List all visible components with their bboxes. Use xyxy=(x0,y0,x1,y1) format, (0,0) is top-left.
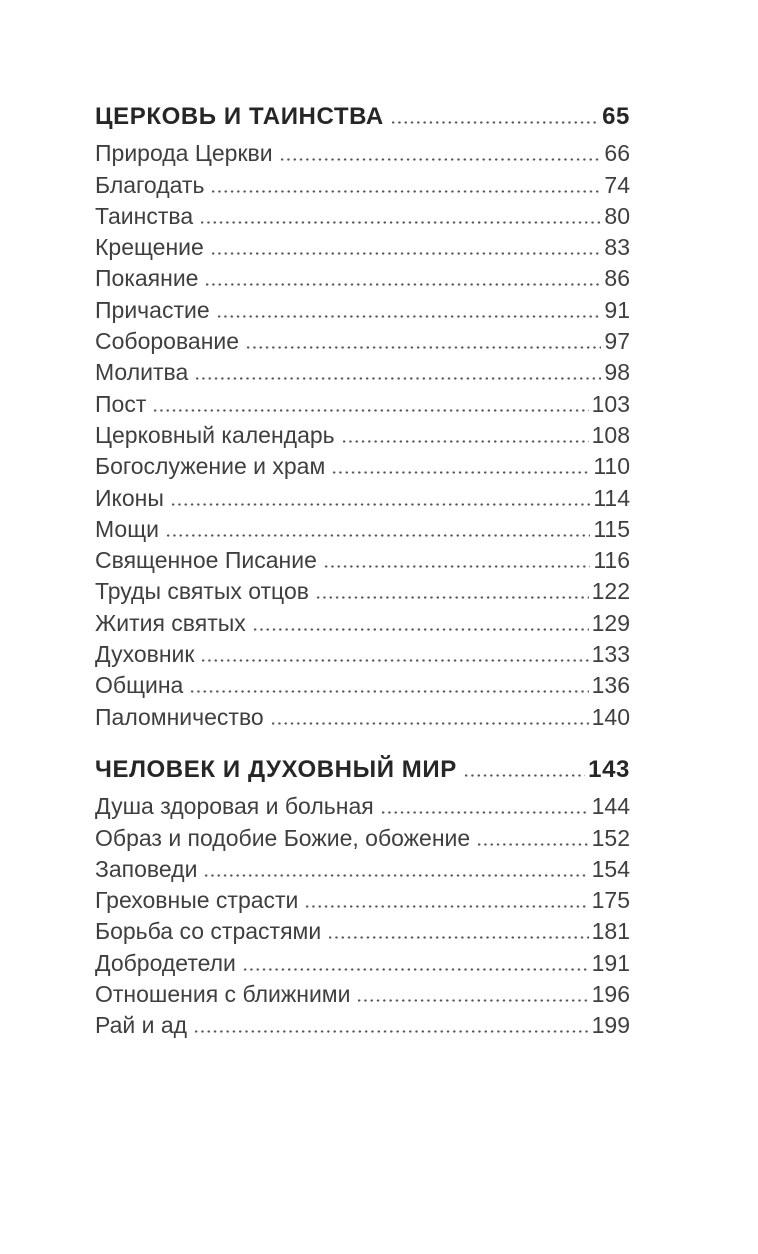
entry-title: Крещение xyxy=(95,234,204,261)
entry-title: Природа Церкви xyxy=(95,140,273,167)
entry-title: Богослужение и храм xyxy=(95,453,326,480)
dot-leader xyxy=(245,346,601,349)
entry-title: Заповеди xyxy=(95,855,198,882)
entry-page-number: 136 xyxy=(591,672,630,699)
toc-entry-row[interactable] xyxy=(95,1010,630,1041)
dot-leader xyxy=(216,315,602,318)
toc-entry-row[interactable] xyxy=(95,514,630,545)
toc-entry-row[interactable] xyxy=(95,545,630,576)
entry-page-number: 133 xyxy=(591,641,630,668)
entry-title: Церковный календарь xyxy=(95,421,335,448)
entry-title: Труды святых отцов xyxy=(95,578,309,605)
toc-entry-row[interactable] xyxy=(95,326,630,357)
entry-page-number: 144 xyxy=(591,793,630,820)
entry-title: Жития святых xyxy=(95,609,246,636)
entry-title: Рай и ад xyxy=(95,1012,188,1039)
section-entries xyxy=(95,791,630,1041)
entry-title: Благодать xyxy=(95,171,205,198)
toc-entry-row[interactable] xyxy=(95,295,630,326)
toc-entry-row[interactable] xyxy=(95,451,630,482)
entry-page-number: 116 xyxy=(593,547,630,574)
dot-leader xyxy=(194,377,601,380)
toc-entry-row[interactable] xyxy=(95,885,630,916)
dot-leader xyxy=(323,565,590,568)
toc-entry-row[interactable] xyxy=(95,639,630,670)
entry-page-number: 115 xyxy=(593,515,630,542)
dot-leader xyxy=(204,283,601,286)
toc-entry-row[interactable] xyxy=(95,138,630,169)
section-entries xyxy=(95,138,630,733)
section-page-number: 143 xyxy=(588,755,630,783)
toc-section-header-row[interactable] xyxy=(95,101,630,132)
section-title: ЦЕРКОВЬ И ТАИНСТВА xyxy=(95,103,384,130)
toc-entry-row[interactable] xyxy=(95,576,630,607)
dot-leader xyxy=(203,874,588,877)
entry-page-number: 97 xyxy=(604,328,630,355)
dot-leader xyxy=(331,471,590,474)
dot-leader xyxy=(279,158,602,161)
toc-entry-row[interactable] xyxy=(95,916,630,947)
dot-leader xyxy=(390,121,599,124)
dot-leader xyxy=(356,999,588,1002)
entry-page-number: 66 xyxy=(604,140,630,167)
entry-page-number: 86 xyxy=(604,265,630,292)
toc-entry-row[interactable] xyxy=(95,702,630,733)
dot-leader xyxy=(200,659,588,662)
entry-page-number: 196 xyxy=(591,981,630,1008)
entry-page-number: 110 xyxy=(593,453,630,480)
entry-title: Паломничество xyxy=(95,703,264,730)
entry-title: Соборование xyxy=(95,328,240,355)
entry-title: Пост xyxy=(95,390,147,417)
entry-title: Покаяние xyxy=(95,265,199,292)
dot-leader xyxy=(341,440,589,443)
entry-title: Образ и подобие Божие, обожение xyxy=(95,824,471,851)
toc-section xyxy=(95,754,630,1042)
entry-page-number: 191 xyxy=(591,949,630,976)
dot-leader xyxy=(152,409,588,412)
toc-section-header-row[interactable] xyxy=(95,754,630,785)
dot-leader xyxy=(380,811,589,814)
dot-leader xyxy=(463,774,585,777)
entry-page-number: 122 xyxy=(591,578,630,605)
toc-entry-row[interactable] xyxy=(95,263,630,294)
entry-page-number: 91 xyxy=(604,296,630,323)
entry-page-number: 103 xyxy=(591,390,630,417)
entry-title: Борьба со страстями xyxy=(95,918,322,945)
entry-page-number: 199 xyxy=(591,1012,630,1039)
dot-leader xyxy=(242,968,589,971)
toc-entry-row[interactable] xyxy=(95,232,630,263)
toc-entry-row[interactable] xyxy=(95,791,630,822)
dot-leader xyxy=(189,690,588,693)
section-page-number: 65 xyxy=(602,103,630,130)
toc-entry-row[interactable] xyxy=(95,483,630,514)
entry-page-number: 152 xyxy=(591,824,630,851)
entry-page-number: 154 xyxy=(591,855,630,882)
entry-page-number: 74 xyxy=(604,171,630,198)
toc-entry-row[interactable] xyxy=(95,854,630,885)
toc-entry-row[interactable] xyxy=(95,823,630,854)
entry-page-number: 181 xyxy=(591,918,630,945)
toc-entry-row[interactable] xyxy=(95,357,630,388)
entry-title: Община xyxy=(95,672,184,699)
entry-page-number: 175 xyxy=(591,887,630,914)
toc-entry-row[interactable] xyxy=(95,170,630,201)
entry-title: Добродетели xyxy=(95,949,236,976)
entry-page-number: 114 xyxy=(593,484,630,511)
entry-page-number: 83 xyxy=(604,234,630,261)
dot-leader xyxy=(304,905,588,908)
toc-entry-row[interactable] xyxy=(95,389,630,420)
entry-page-number: 140 xyxy=(591,703,630,730)
dot-leader xyxy=(193,1030,589,1033)
toc-entry-row[interactable] xyxy=(95,670,630,701)
dot-leader xyxy=(199,221,601,224)
dot-leader xyxy=(210,252,602,255)
section-title: ЧЕЛОВЕК И ДУХОВНЫЙ МИР xyxy=(95,755,457,783)
dot-leader xyxy=(270,722,589,725)
toc-section xyxy=(95,101,630,733)
entry-page-number: 129 xyxy=(591,609,630,636)
dot-leader xyxy=(165,534,590,537)
dot-leader xyxy=(476,843,588,846)
entry-title: Греховные страсти xyxy=(95,887,299,914)
entry-title: Мощи xyxy=(95,515,159,542)
entry-title: Духовник xyxy=(95,641,195,668)
dot-leader xyxy=(315,596,589,599)
entry-page-number: 98 xyxy=(604,359,630,386)
toc-entry-row[interactable] xyxy=(95,948,630,979)
dot-leader xyxy=(210,190,601,193)
entry-title: Причастие xyxy=(95,296,210,323)
toc-entry-row[interactable] xyxy=(95,420,630,451)
dot-leader xyxy=(327,936,588,939)
entry-title: Душа здоровая и больная xyxy=(95,793,374,820)
entry-title: Молитва xyxy=(95,359,189,386)
dot-leader xyxy=(170,503,590,506)
toc-entry-row[interactable] xyxy=(95,201,630,232)
entry-title: Иконы xyxy=(95,484,164,511)
entry-title: Отношения с ближними xyxy=(95,981,351,1008)
dot-leader xyxy=(252,628,589,631)
toc-entry-row[interactable] xyxy=(95,979,630,1010)
entry-title: Священное Писание xyxy=(95,547,317,574)
entry-page-number: 80 xyxy=(604,202,630,229)
toc-entry-row[interactable] xyxy=(95,608,630,639)
entry-title: Таинства xyxy=(95,202,194,229)
entry-page-number: 108 xyxy=(591,421,630,448)
